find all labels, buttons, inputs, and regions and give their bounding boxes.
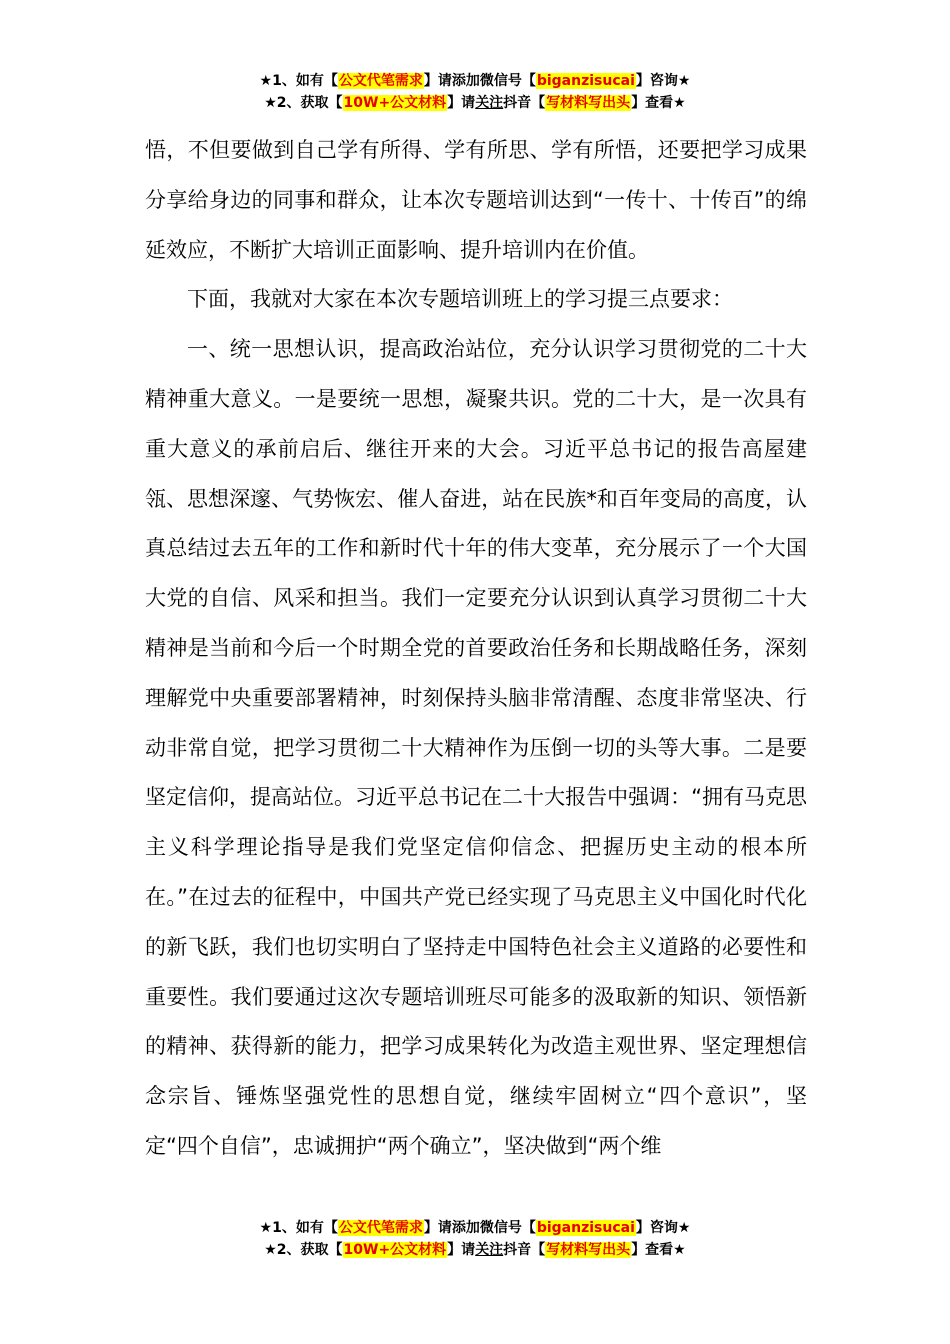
header-banner [0, 70, 950, 114]
highlight-text: 公文代笔需求 [338, 73, 423, 89]
paragraph-2: 下面，我就对大家在本次专题培训班上的学习提三点要求： [187, 287, 733, 312]
document-body [145, 126, 807, 1172]
paragraph-1: 悟，不但要做到自己学有所得、学有所思、学有所悟，还要把学习成果分享给身边的同事和群众，让本次专题培训达到“一传十、十传百”的绵延效应，不断扩大培训正面影响、提升培训内在价值。 [145, 138, 807, 262]
highlight-text: 10W+公文材料 [343, 95, 447, 111]
highlight-text: 写材料写出头 [546, 1242, 631, 1258]
footer-line-1: ★1、如有【公文代笔需求】请添加微信号【biganzisucai】咨询★ [259, 1220, 691, 1236]
footer-banner [0, 1217, 950, 1261]
highlight-text: 10W+公文材料 [343, 1242, 447, 1258]
header-line-1: ★1、如有【公文代笔需求】请添加微信号【biganzisucai】咨询★ [259, 73, 691, 89]
highlight-text: 写材料写出头 [546, 95, 631, 111]
highlight-text: 公文代笔需求 [338, 1220, 423, 1236]
highlight-text: biganzisucai [536, 1220, 635, 1236]
footer-line-2: ★2、获取【10W+公文材料】请关注抖音【写材料写出头】查看★ [264, 1242, 686, 1258]
highlight-text: biganzisucai [536, 73, 635, 89]
paragraph-3: 一、统一思想认识，提高政治站位，充分认识学习贯彻党的二十大精神重大意义。一是要统一思想，凝聚共识。党的二十大，是一次具有重大意义的承前启后、继往开来的大会。习近平总书记的报告高屋建瓴、思想深邃、气势恢宏、催人奋进，站在民族*和百年变局的高度，认真总结过去五年的工作和新时代十年的伟大变革，充分展示了一个大国大党的自信、风采和担当。我们一定要充分认识到认真学习贯彻二十大精神是当前和今后一个时期全党的首要政治任务和长期战略任务，深刻理解党中央重要部署精神，时刻保持头脑非常清醒、态度非常坚决、行动非常自觉，把学习贯彻二十大精神作为压倒一切的头等大事。二是要坚定信仰，提高站位。习近平总书记在二十大报告中强调：“拥有马克思主义科学理论指导是我们党坚定信仰信念、把握历史主动的根本所在。”在过去的征程中，中国共产党已经实现了马克思主义中国化时代化的新飞跃，我们也切实明白了坚持走中国特色社会主义道路的必要性和重要性。我们要通过这次专题培训班尽可能多的汲取新的知识、领悟新的精神、获得新的能力，把学习成果转化为改造主观世界、坚定理想信念宗旨、锤炼坚强党性的思想自觉，继续牢固树立“四个意识”，坚定“四个自信”，忠诚拥护“两个确立”，坚决做到“两个维 [145, 337, 807, 1158]
header-line-2: ★2、获取【10W+公文材料】请关注抖音【写材料写出头】查看★ [264, 95, 686, 111]
